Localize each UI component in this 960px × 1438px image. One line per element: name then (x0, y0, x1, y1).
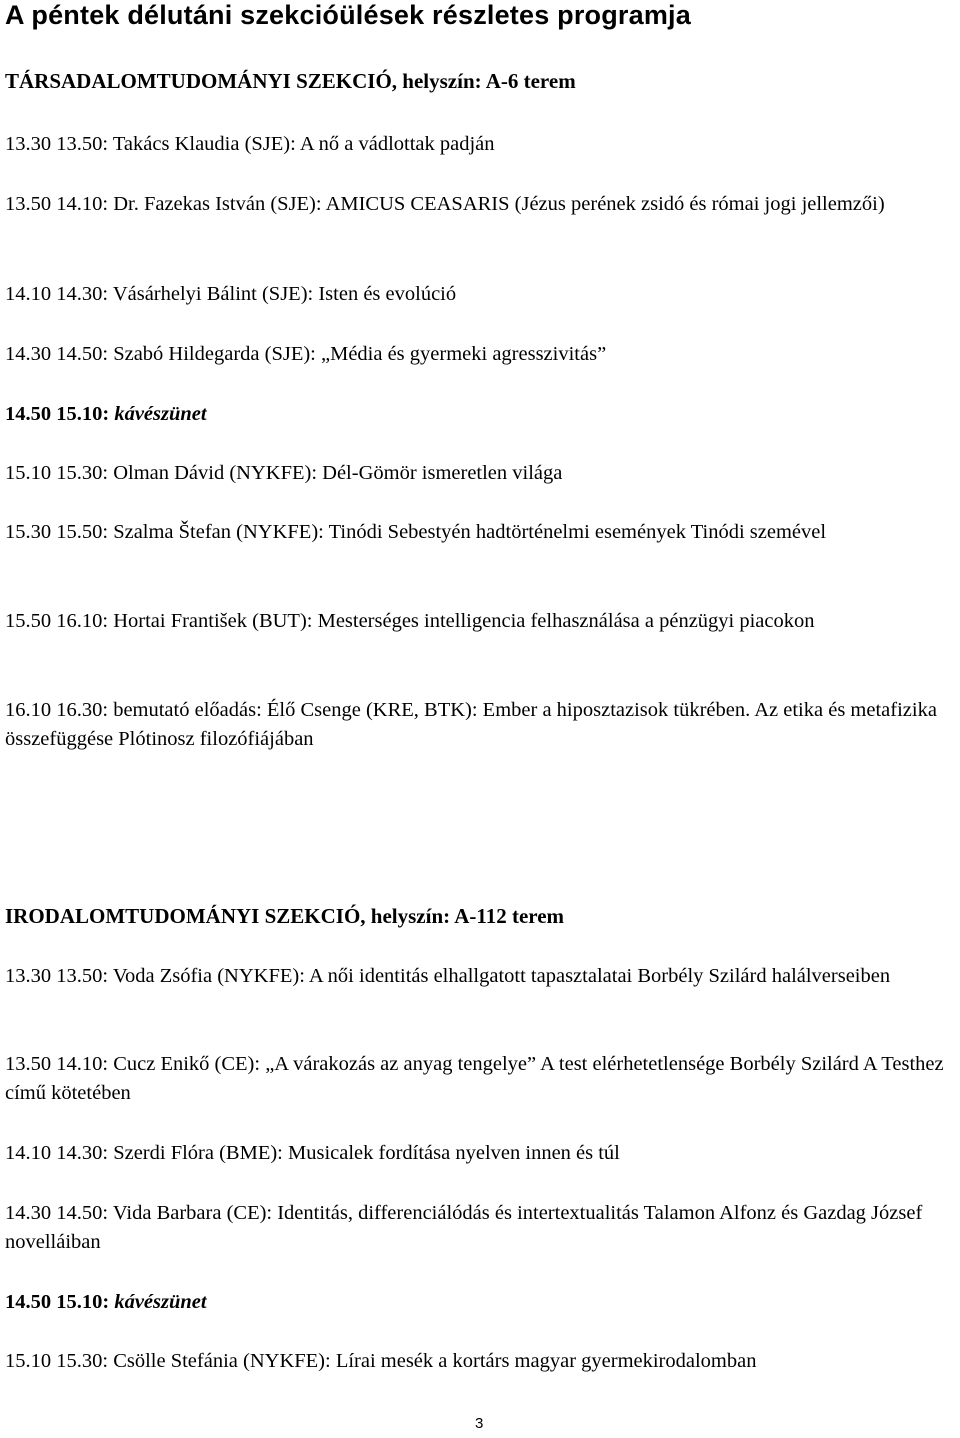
program-item: 15.30 15.50: Szalma Štefan (NYKFE): Tinódi Sebestyén hadtörténelmi események Tinódi szemével (5, 521, 827, 543)
page-number: 3 (475, 1415, 484, 1432)
coffee-break (5, 400, 950, 429)
program-item: 14.10 14.30: Vásárhelyi Bálint (SJE): Isten és evolúció (5, 283, 457, 305)
section-heading-social-sciences: TÁRSADALOMTUDOMÁNYI SZEKCIÓ, helyszín: A-6 terem (5, 69, 576, 93)
program-item: 14.30 14.50: Szabó Hildegarda (SJE): „Média és gyermeki agresszivitás” (5, 343, 607, 365)
program-item: 14.30 14.50: Vida Barbara (CE): Identitás, differenciálódás és intertextualitás Talamon Alfonz és Gazdag József novelláiban (5, 1202, 923, 1253)
program-item: 13.50 14.10: Cucz Enikő (CE): „A várakozás az anyag tengelye” A test elérhetetlensége Borbély Szilárd A Testhez című kötetében (5, 1053, 944, 1104)
coffee-break-time: 14.50 15.10: (5, 403, 115, 425)
page-title: A péntek délutáni szekcióülések részletes programja (5, 0, 691, 30)
program-item: 14.10 14.30: Szerdi Flóra (BME): Musicalek fordítása nyelven innen és túl (5, 1142, 620, 1164)
program-item: 13.50 14.10: Dr. Fazekas István (SJE): AMICUS CEASARIS (Jézus perének zsidó és római jogi jellemzői) (5, 193, 885, 215)
section-heading-literary-studies: IRODALOMTUDOMÁNYI SZEKCIÓ, helyszín: A-112 terem (5, 904, 565, 928)
coffee-break-label: kávészünet (114, 403, 207, 425)
program-item: 15.50 16.10: Hortai František (BUT): Mesterséges intelligencia felhasználása a pénzügyi piacokon (5, 610, 815, 632)
coffee-break-label: kávészünet (114, 1291, 207, 1313)
program-item: 13.30 13.50: Voda Zsófia (NYKFE): A női identitás elhallgatott tapasztalatai Borbély Szilárd halálverseiben (5, 965, 891, 987)
program-item: 15.10 15.30: Olman Dávid (NYKFE): Dél-Gömör ismeretlen világa (5, 462, 563, 484)
program-item: 13.30 13.50: Takács Klaudia (SJE): A nő a vádlottak padján (5, 133, 495, 155)
program-item: 16.10 16.30: bemutató előadás: Élő Csenge (KRE, BTK): Ember a hiposztazisok tükrében. Az etika és metafizika összefüggése Plótinosz filozófiájában (5, 699, 937, 750)
program-item: 15.10 15.30: Csölle Stefánia (NYKFE): Lírai mesék a kortárs magyar gyermekirodalomban (5, 1350, 757, 1372)
coffee-break-time: 14.50 15.10: (5, 1291, 115, 1313)
coffee-break (5, 1288, 950, 1317)
